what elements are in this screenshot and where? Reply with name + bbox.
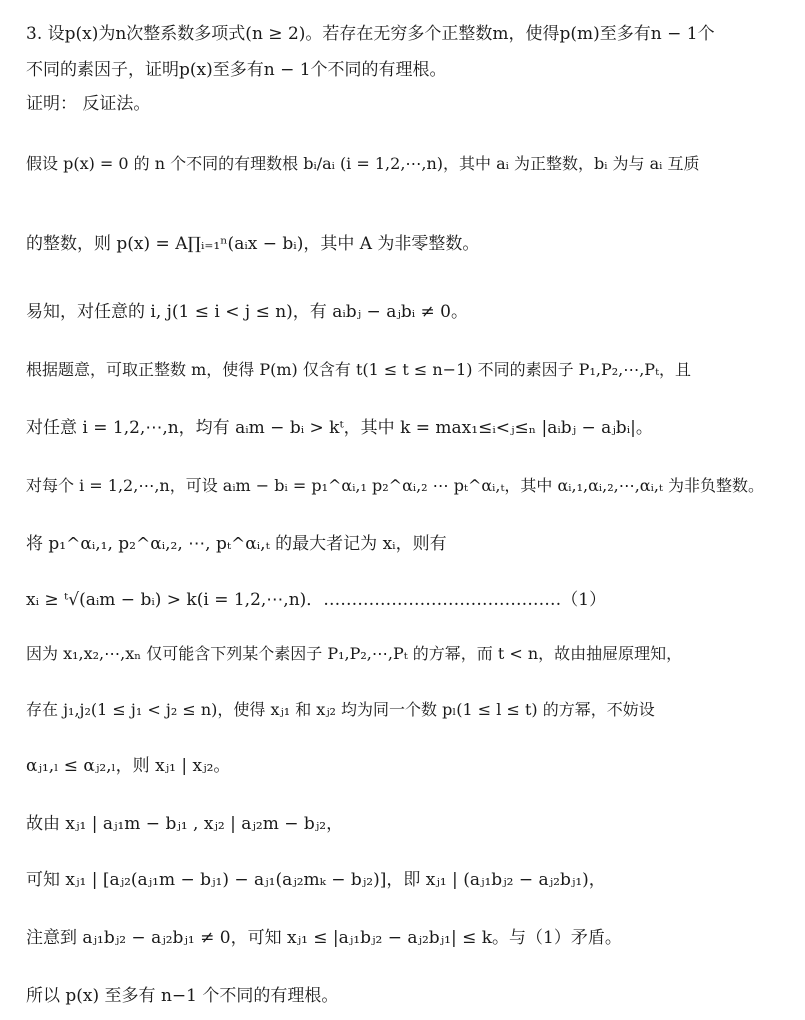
- problem-line-1: 3. 设p(x)为n次整系数多项式(n ≥ 2)。若存在无穷多个正整数m，使得p(m)至多有n − 1个: [26, 24, 715, 44]
- integer-line: 的整数，则 p(x) = A∏ᵢ₌₁ⁿ(aᵢx − bᵢ)，其中 A 为非零整数。: [26, 234, 480, 254]
- each-line: 对每个 i = 1,2,⋯,n，可设 aᵢm − bᵢ = p₁^αᵢ,₁ p₂^αᵢ,₂ ⋯ pₜ^αᵢ,ₜ，其中 αᵢ,₁,αᵢ,₂,⋯,αᵢ,ₜ 为非负整数。: [26, 476, 764, 495]
- conclusion-line: 所以 p(x) 至多有 n−1 个不同的有理根。: [26, 986, 339, 1006]
- assume-line: 假设 p(x) = 0 的 n 个不同的有理数根 bᵢ/aᵢ (i = 1,2,⋯,n)，其中 aᵢ 为正整数，bᵢ 为与 aᵢ 互质: [26, 154, 700, 173]
- knowing-line: 可知 xⱼ₁ | [aⱼ₂(aⱼ₁m − bⱼ₁) − aⱼ₁(aⱼ₂mₖ − bⱼ₂)]，即 xⱼ₁ | (aⱼ₁bⱼ₂ − aⱼ₂bⱼ₁)，: [26, 870, 606, 890]
- exists-line: 存在 j₁,j₂(1 ≤ j₁ < j₂ ≤ n)，使得 xⱼ₁ 和 xⱼ₂ 均为同一个数 pₗ(1 ≤ l ≤ t) 的方幂，不妨设: [26, 700, 655, 719]
- because-line: 因为 x₁,x₂,⋯,xₙ 仅可能含下列某个素因子 P₁,P₂,⋯,Pₜ 的方幂，而 t < n，故由抽屉原理知，: [26, 644, 683, 663]
- alpha-line: αⱼ₁,ₗ ≤ αⱼ₂,ₗ，则 xⱼ₁ | xⱼ₂。: [26, 756, 231, 776]
- easy-line: 易知，对任意的 i, j(1 ≤ i < j ≤ n)，有 aᵢbⱼ − aⱼbᵢ ≠ 0。: [26, 302, 468, 322]
- choose-line-2: 对任意 i = 1,2,⋯,n，均有 aᵢm − bᵢ > kᵗ，其中 k = max₁≤ᵢ<ⱼ≤ₙ |aᵢbⱼ − aⱼbᵢ|。: [26, 418, 653, 438]
- therefore-line: 故由 xⱼ₁ | aⱼ₁m − bⱼ₁ , xⱼ₂ | aⱼ₂m − bⱼ₂，: [26, 814, 344, 834]
- inequality-line: xᵢ ≥ ᵗ√(aᵢm − bᵢ) > k(i = 1,2,⋯,n)．……………………………………（1）: [26, 590, 607, 610]
- note-line: 注意到 aⱼ₁bⱼ₂ − aⱼ₂bⱼ₁ ≠ 0，可知 xⱼ₁ ≤ |aⱼ₁bⱼ₂ − aⱼ₂bⱼ₁| ≤ k。与（1）矛盾。: [26, 928, 622, 948]
- proof-heading: 证明： 反证法。: [26, 94, 151, 114]
- choose-line-1: 根据题意，可取正整数 m，使得 P(m) 仅含有 t(1 ≤ t ≤ n−1) 不同的素因子 P₁,P₂,⋯,Pₜ，且: [26, 360, 692, 379]
- problem-line-2: 不同的素因子，证明p(x)至多有n − 1个不同的有理根。: [26, 60, 447, 80]
- max-line: 将 p₁^αᵢ,₁, p₂^αᵢ,₂, ⋯, pₜ^αᵢ,ₜ 的最大者记为 xᵢ，则有: [26, 534, 447, 554]
